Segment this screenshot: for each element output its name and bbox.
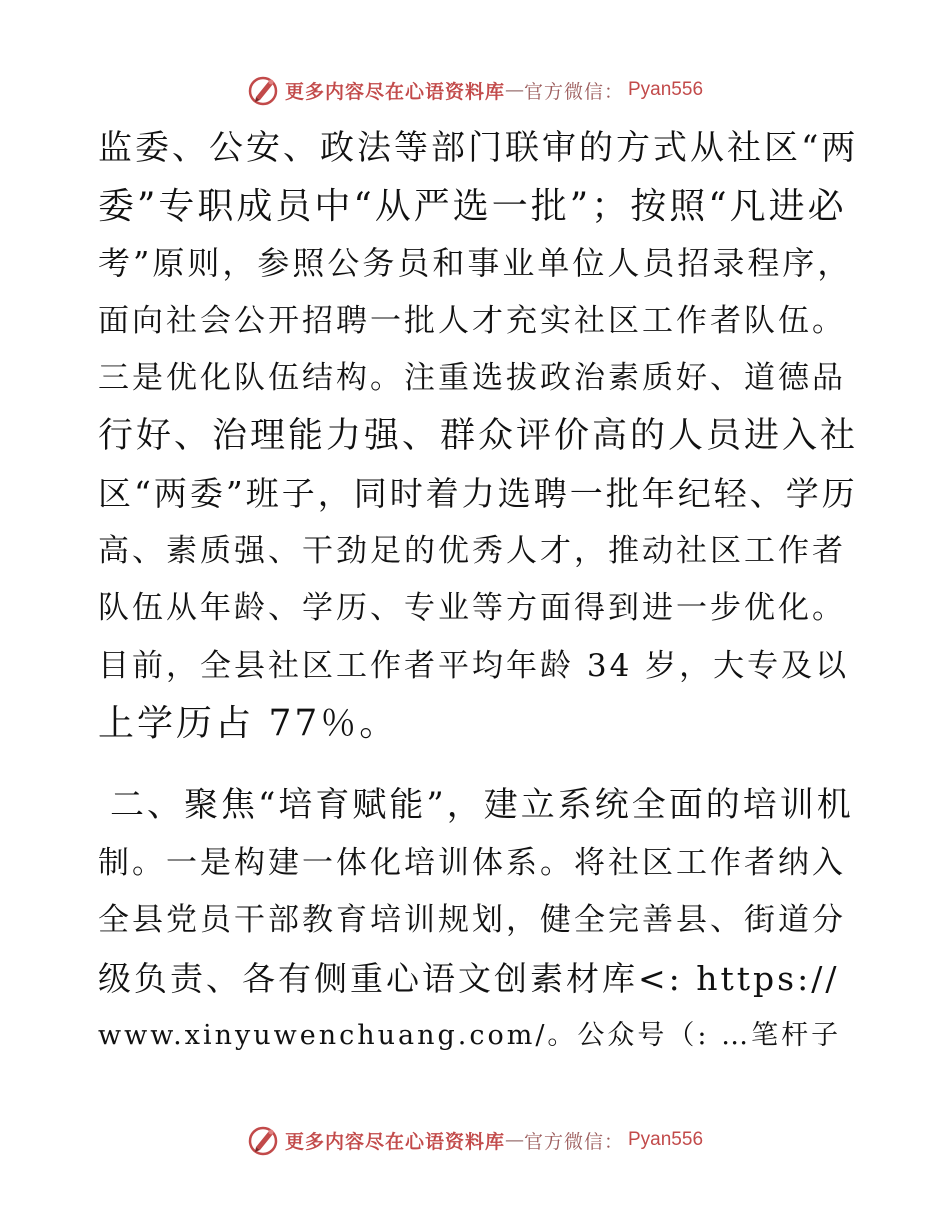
footer-main-text: 更多内容尽在心语资料库 [284, 1130, 505, 1153]
footer-dash: — [504, 1129, 524, 1151]
paragraph-1 [98, 120, 858, 753]
header-main-text: 更多内容尽在心语资料库 [284, 80, 505, 103]
footer-wechat-id: Pyan556 [628, 1129, 704, 1150]
text-line: 面向社会公开招聘一批人才充实社区工作者队伍。 [98, 302, 846, 339]
paragraph-2 [98, 777, 858, 1065]
text-line: 监委、公安、政法等部门联审的方式从社区“两 [98, 128, 859, 168]
footer-wechat-label: 官方微信： [523, 1130, 624, 1153]
text-line: 二、聚焦“培育赋能”，建立系统全面的培训机 [110, 785, 854, 825]
pen-logo-icon [247, 73, 281, 107]
text-line: 高、素质强、干劲足的优秀人才，推动社区工作者 [98, 532, 846, 569]
text-line: 全县党员干部教育培训规划，健全完善县、街道分 [98, 902, 846, 938]
text-line: 三是优化队伍结构。注重选拔政治素质好、道德品 [98, 360, 846, 396]
text-line: 考”原则，参照公务员和事业单位人员招录程序， [98, 244, 853, 282]
header-dash: — [504, 79, 524, 101]
header-wechat-label: 官方微信： [523, 80, 624, 103]
text-line: www.xinyuwenchuang.com/。公众号（: …笔杆子 [98, 1020, 842, 1051]
text-line: 队伍从年龄、学历、专业等方面得到进一步优化。 [98, 590, 846, 626]
text-line: 制。一是构建一体化培训体系。将社区工作者纳入 [98, 844, 846, 881]
header-wechat-id: Pyan556 [628, 79, 704, 100]
header-banner [0, 70, 950, 110]
text-line: 委”专职成员中“从严选一批”；按照“凡进必 [98, 185, 847, 227]
footer-banner [0, 1120, 950, 1160]
text-line: 行好、治理能力强、群众评价高的人员进入社 [98, 415, 859, 456]
text-line: 目前，全县社区工作者平均年龄 34 岁，大专及以 [98, 647, 850, 684]
text-line: 级负责、各有侧重心语文创素材库<: https:// [98, 958, 840, 998]
text-line: 区“两委”班子，同时着力选聘一批年纪轻、学历 [98, 474, 858, 513]
pen-logo-icon [247, 1123, 281, 1157]
text-line: 上学历占 77％。 [98, 703, 399, 744]
